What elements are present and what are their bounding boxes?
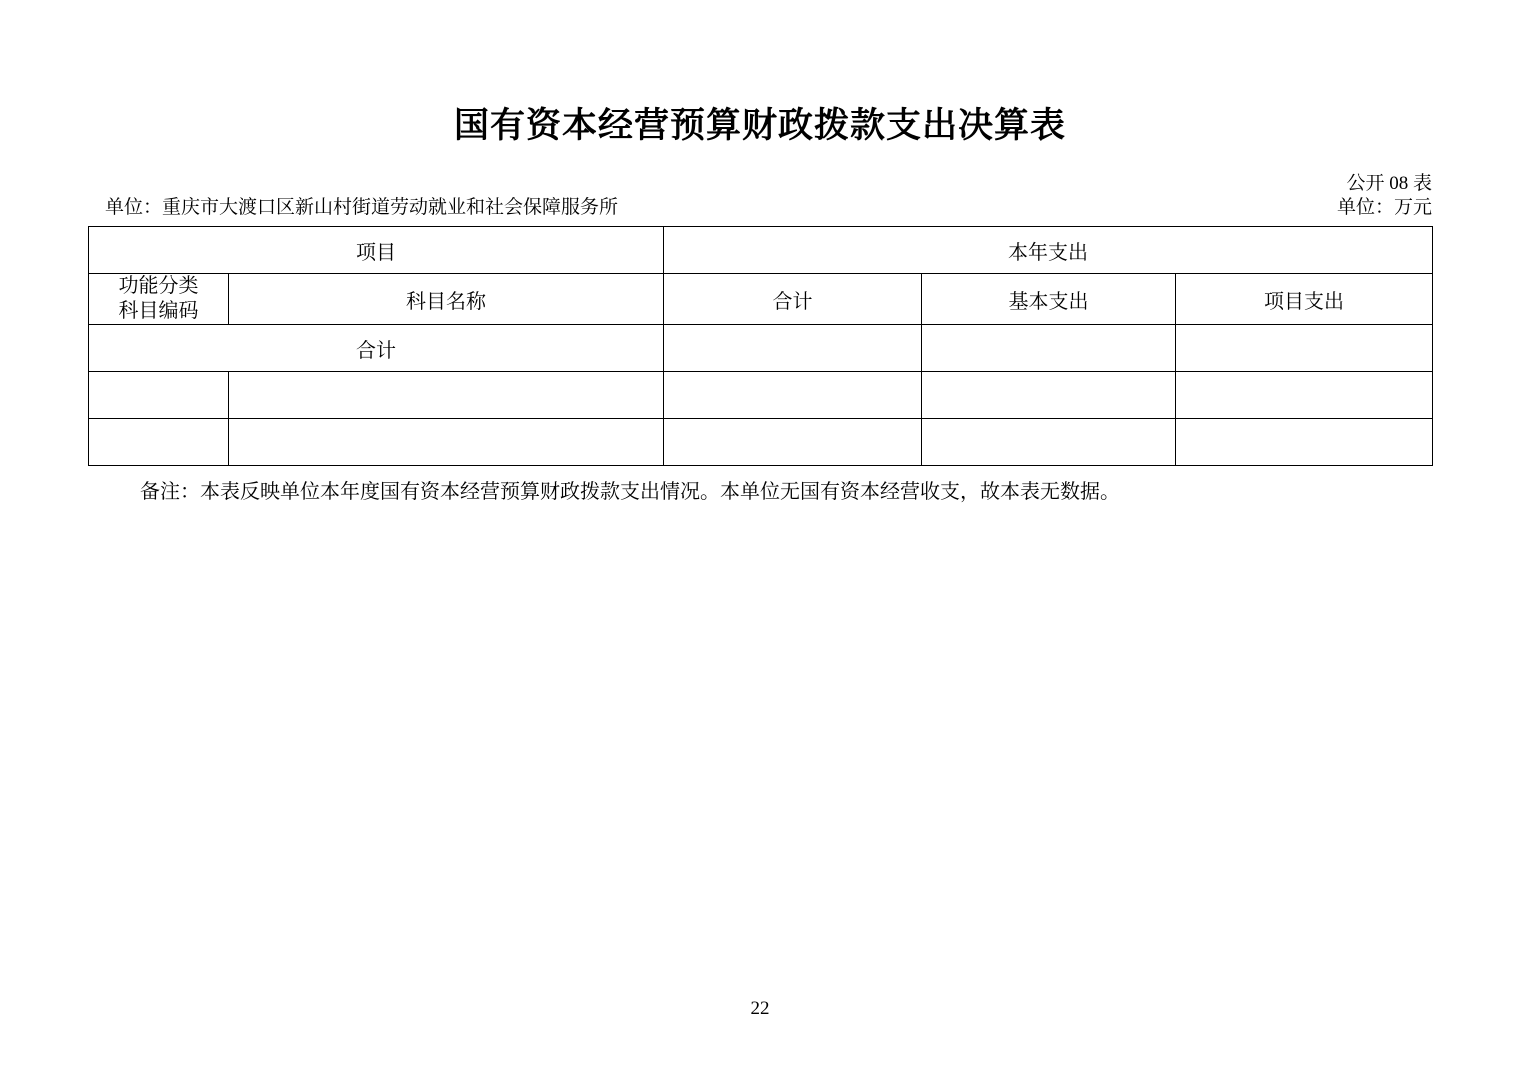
row-name [229,372,664,419]
table-note: 备注：本表反映单位本年度国有资本经营预算财政拨款支出情况。本单位无国有资本经营收支，故本表无数据。 [140,481,1120,503]
row-total-value-total [664,325,922,372]
unit-name-label: 单位：重庆市大渡口区新山村街道劳动就业和社会保障服务所 [105,197,619,218]
column-header-total: 合计 [664,274,922,325]
group-header-current-year-expenditure: 本年支出 [664,227,1433,274]
table-row [89,325,1433,372]
column-header-function-code-line2: 科目编码 [118,300,199,322]
row-total-value-project [1176,325,1433,372]
row-name [229,419,664,466]
row-total [664,372,922,419]
row-code [89,372,229,419]
table-row [89,372,1433,419]
amount-unit-label: 单位：万元 [1336,197,1432,218]
budget-expenditure-table [88,226,1433,466]
row-total-value-basic [922,325,1176,372]
table-group-header-row [89,227,1433,274]
row-code [89,419,229,466]
group-header-project: 项目 [89,227,664,274]
row-total [664,419,922,466]
table-row [89,419,1433,466]
row-total-label: 合计 [89,325,664,372]
column-header-function-code-line1: 功能分类 [118,275,199,297]
row-project [1176,372,1433,419]
page-title: 国有资本经营预算财政拨款支出决算表 [453,106,1066,146]
column-header-function-code [89,274,229,325]
form-code-label: 公开 08 表 [1346,173,1432,194]
row-project [1176,419,1433,466]
column-header-basic-expenditure: 基本支出 [922,274,1176,325]
page-number: 22 [750,998,770,1019]
table-column-header-row [89,274,1433,325]
row-basic [922,372,1176,419]
row-basic [922,419,1176,466]
column-header-project-expenditure: 项目支出 [1176,274,1433,325]
column-header-subject-name: 科目名称 [229,274,664,325]
